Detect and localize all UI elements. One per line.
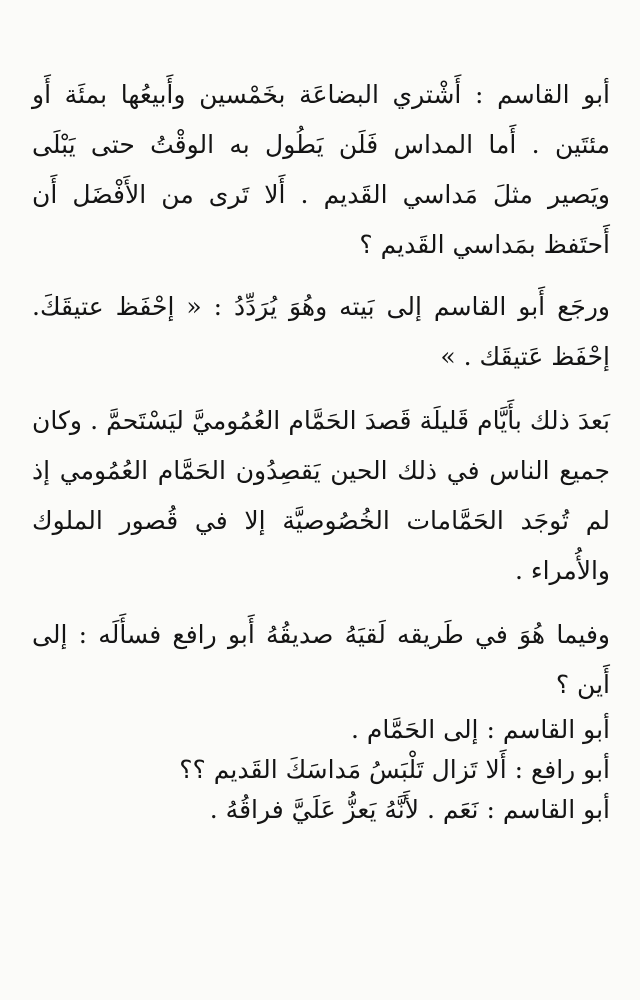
dialogue-line-abu-qasim: أبو القاسم : إلى الحَمَّام .	[351, 715, 610, 744]
paragraph-public-bath: بَعدَ ذلك بأَيَّام قَليلَة قَصدَ الحَمَّام العُمُوميَّ ليَسْتَحمَّ . وكان جميع الناس في ذلك الحين يَقصِدُون الحَمَّام العُمُومي إذ لم تُوجَد الحَمَّامات الخُصُوصيَّة إلا في قُصور الملوك والأُمراء .	[32, 406, 610, 585]
paragraph-return-home: ورجَع أَبو القاسم إلى بَيته وهُوَ يُرَدِّدُ : « إحْفَظ عتيقَكَ. إحْفَظ عَتيقَك . »	[32, 292, 610, 371]
dialogue-line-abu-rafi: أبو رافع : أَلا تَزال تَلْبَسُ مَداسَكَ القَديم ؟؟	[179, 755, 610, 784]
dialogue-line-abu-qasim-reply: أبو القاسم : نَعَم . لأَنَّهُ يَعزُّ عَلَيَّ فراقُهُ .	[209, 795, 610, 824]
paragraph-meets-friend: وفيما هُوَ في طَريقه لَقيَهُ صديقُهُ أَبو رافع فسأَلَه : إلى أَين ؟	[32, 620, 610, 699]
paragraph-abu-qasim-reasoning: أبو القاسم : أَشْتري البضاعَة بخَمْسين وأَبيعُها بمئَة أَو مئتَين . أَما المداس فَلَن يَطُول به الوقْتُ حتى يَبْلَى ويَصير مثلَ مَداسي القَديم . أَلا تَرى من الأَفْضَل أَن أَحتَفظ بمَداسي القَديم ؟	[32, 80, 610, 259]
